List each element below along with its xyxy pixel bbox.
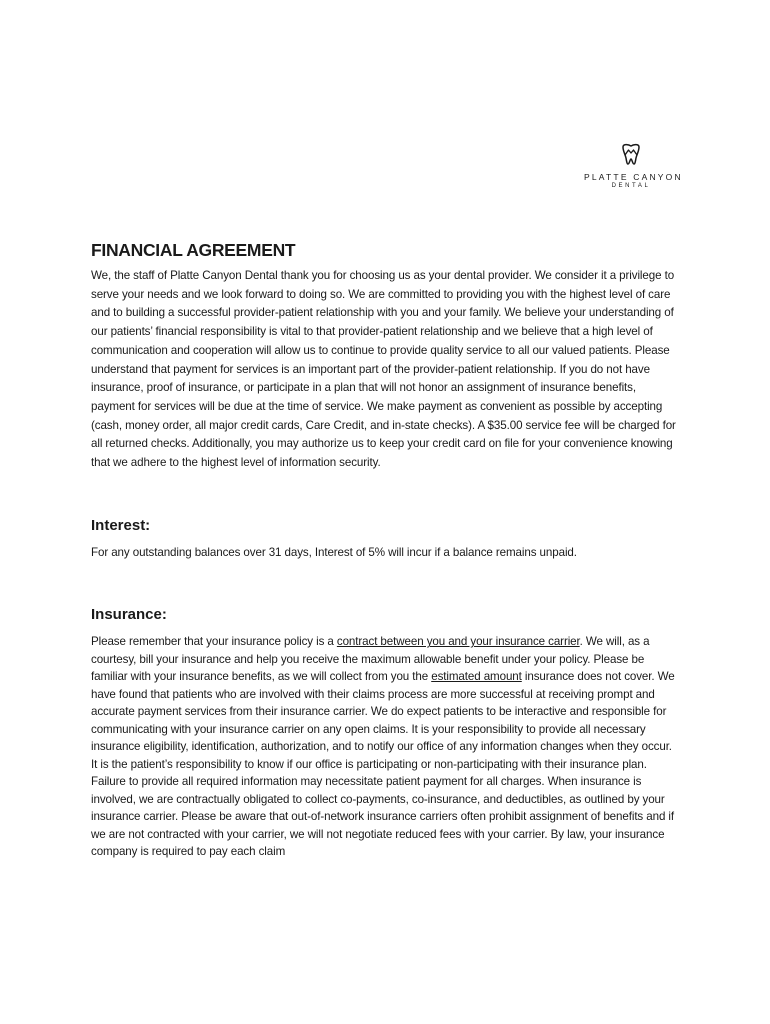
- practice-logo: [584, 142, 683, 189]
- document-body: [91, 240, 681, 861]
- insurance-text-part1: Please remember that your insurance policy is a: [91, 635, 337, 649]
- interest-heading: Interest:: [91, 516, 151, 534]
- document-title: FINANCIAL AGREEMENT: [91, 240, 296, 260]
- insurance-heading: Insurance:: [91, 606, 167, 624]
- logo-name: PLATTE CANYON: [584, 172, 683, 182]
- tooth-mountain-icon: [619, 142, 643, 166]
- contract-underlined-text: contract between you and your insurance carrier: [336, 635, 580, 649]
- insurance-paragraph: [91, 633, 681, 861]
- intro-paragraph: We, the staff of Platte Canyon Dental thank you for choosing us as your dental provider. We consider it a privilege to serve your needs and we look forward to doing so. We are committed to providing you with the highest level of care and to building a successful provider-patient relationship with you and your family. We believe your understanding of our patients’ financial responsibility is vital to that provider-patient relationship and we believe that a high level of communication and cooperation will allow us to continue to provide quality service to all our valued patients. Please understand that payment for services is an important part of the provider-patient relationship. If you do not have insurance, proof of insurance, or participate in a plan that will not honor an assignment of insurance benefits, payment for services will be due at the time of service. We make payment as convenient as possible by accepting (cash, money order, all major credit cards, Care Credit, and in-state checks). A $35.00 service fee will be charged for all returned checks. Additionally, you may authorize us to keep your credit card on file for your convenience knowing that we adhere to the highest level of information security.: [91, 269, 676, 470]
- insurance-text-part3: insurance does not cover. We have found that patients who are involved with their claims process are more successful at receiving prompt and accurate payment services from their insurance carrier. We do expect patients to be interactive and responsible for communicating with your insurance carrier on any open claims. It is your responsibility to provide all necessary insurance eligibility, identification, authorization, and to notify our office of any information changes when they occur. It is the patient’s responsibility to know if our office is participating or non-participating with their insurance plan. Failure to provide all required information may necessitate patient payment for all charges. When insurance is involved, we are contractually obligated to collect co-payments, co-insurance, and deductibles, as outlined by your insurance carrier. Please be aware that out-of-network insurance carriers often prohibit assignment of benefits and if we are not contracted with your carrier, we will not negotiate reduced fees with your carrier. By law, your insurance company is required to pay each claim: [91, 670, 675, 859]
- logo-subtitle: DENTAL: [611, 183, 651, 189]
- estimated-amount-underlined-text: estimated amount: [431, 670, 522, 684]
- insurance-text-part2: . We will, as a courtesy, bill your insurance and help you receive the maximum allowable benefit under your policy. Please be familiar with your insurance benefits, as we will collect from you the: [91, 635, 650, 684]
- interest-paragraph: For any outstanding balances over 31 days, Interest of 5% will incur if a balance remains unpaid.: [91, 545, 577, 559]
